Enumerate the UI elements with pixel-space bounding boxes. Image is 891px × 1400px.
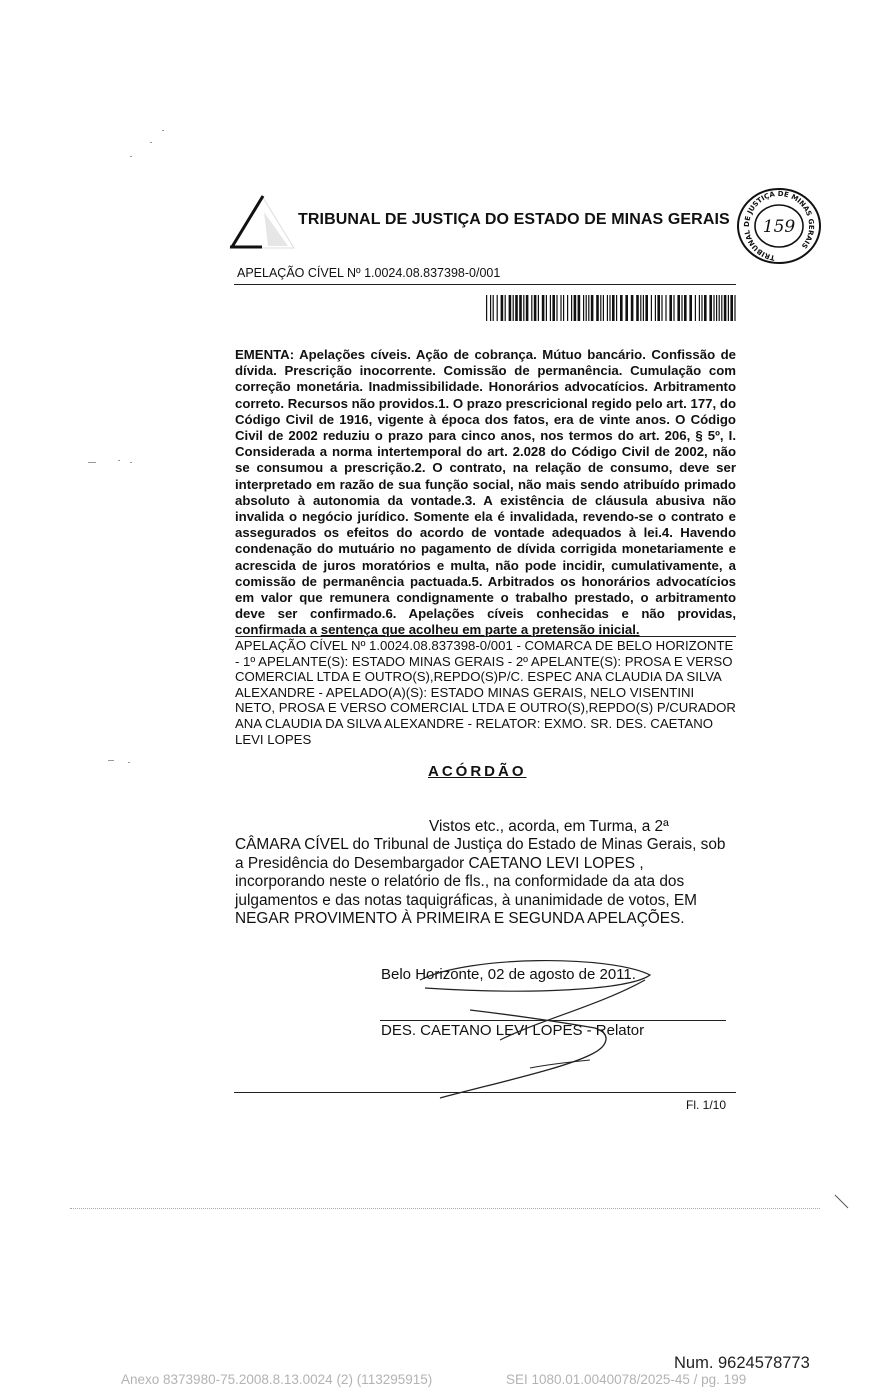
annex-reference: Anexo 8373980-75.2008.8.13.0024 (2) (113295915) (121, 1372, 433, 1387)
ementa (235, 347, 736, 639)
signature-line (380, 1020, 726, 1021)
document-number: Num. 9624578773 (674, 1354, 810, 1372)
acordao-title: ACÓRDÃO (428, 763, 527, 780)
place-date: Belo Horizonte, 02 de agosto de 2011. (381, 966, 636, 983)
acordao-body-rest: CÂMARA CÍVEL do Tribunal de Justiça do Estado de Minas Gerais, sob a Presidência do Desembargador CAETANO LEVI LOPES , incorporando neste o relatório de fls., na conformidade da ata dos julgamentos e das notas taquigráficas, à unanimidade de votos, EM NEGAR PROVIMENTO À PRIMEIRA E SEGUNDA APELAÇÕES. (235, 836, 726, 928)
barcode-icon (486, 295, 736, 321)
folio-number: Fl. 1/10 (686, 1098, 727, 1112)
svg-text:TRIBUNAL DE JUSTIÇA DE MINAS G: TRIBUNAL DE JUSTIÇA DE MINAS GERAIS (742, 189, 816, 262)
footer-divider (234, 1092, 736, 1093)
acordao-body (235, 818, 736, 928)
case-reference: APELAÇÃO CÍVEL Nº 1.0024.08.837398-0/001 (237, 266, 501, 280)
scan-edge-line (70, 1208, 820, 1209)
court-title: TRIBUNAL DE JUSTIÇA DO ESTADO DE MINAS GERAIS (298, 211, 730, 228)
acordao-body-start: Vistos etc., acorda, em Turma, a 2ª (429, 818, 669, 835)
sei-reference: SEI 1080.01.0040078/2025-45 / pg. 199 (506, 1372, 747, 1387)
svg-text:159: 159 (762, 217, 796, 237)
signer-name: DES. CAETANO LEVI LOPES - Relator (381, 1022, 645, 1039)
court-triangle-logo-icon (228, 192, 298, 252)
court-seal-stamp-icon (735, 186, 823, 266)
scan-mark-icon (832, 1192, 852, 1212)
divider (234, 284, 736, 285)
case-parties: APELAÇÃO CÍVEL Nº 1.0024.08.837398-0/001 - COMARCA DE BELO HORIZONTE - 1º APELANTE(S): ESTADO MINAS GERAIS - 2º APELANTE(S): PROSA E VERSO COMERCIAL LTDA E OUTRO(S),REPDO(S)P/C. ESPEC ANA CLAUDIA DA SILVA ALEXANDRE - APELADO(A)(S): ESTADO MINAS GERAIS, NELO VISENTINI NETO, PROSA E VERSO COMERCIAL LTDA E OUTRO(S),REPDO(S) P/CURADOR ANA CLAUDIA DA SILVA ALEXANDRE - RELATOR: EXMO. SR. DES. CAETANO LEVI LOPES (235, 638, 736, 747)
ementa-last-line: sentença que acolheu em parte a pretensão inicial. (320, 622, 640, 638)
ementa-text: EMENTA: Apelações cíveis. Ação de cobrança. Mútuo bancário. Confissão de dívida. Prescrição inocorrente. Comissão de permanência. Cumulação com correção monetária. Inadmissibilidade. Honorários advocatícios. Arbitramento correto. Recursos não providos.1. O prazo prescricional regido pelo art. 177, do Código Civil de 1916, vigente à época dos fatos, era de vinte anos. O Código Civil de 2002 reduziu o prazo para cinco anos, nos termos do art. 206, § 5º, I. Considerada a norma intertemporal do art. 2.028 do Código Civil de 2002, não se consumou a prescrição.2. O contrato, na relação de consumo, deve ser interpretado em razão de sua função social, não mais sendo atribuído primado absoluto à autonomia da vontade.3. A existência de cláusula abusiva não invalida o negócio jurídico. Somente ela é invalidada, revendo-se o contrato e assegurados os efeitos do acordo de vontade adequados à lei.4. Havendo condenação do mutuário no pagamento de dívida corrigida monetariamente e acrescida de juros moratórios e multa, não pode incidir, cumulativamente, a comissão de permanência pactuada.5. Arbitrados os honorários advocatícios em valor que remunera condignamente o trabalho prestado, o arbitramento deve ser confirmado.6. Apelações cíveis conhecidas e não providas, confirmada a (235, 347, 736, 638)
